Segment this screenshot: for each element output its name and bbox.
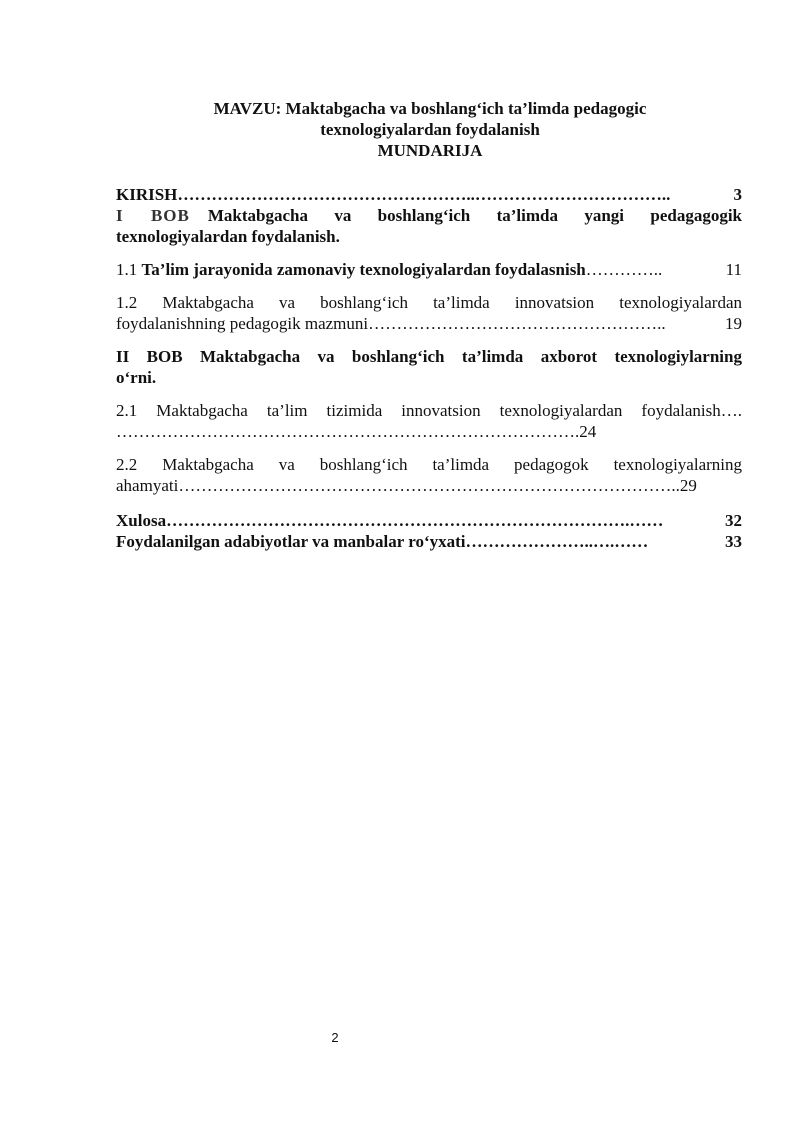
toc-1-1-page: 11 xyxy=(725,260,742,279)
toc-2-2-page: 29 xyxy=(679,476,697,495)
toc-1-2-leader: …………………………………………….. xyxy=(368,314,666,333)
toc-entry-1-2[interactable] xyxy=(116,292,742,334)
toc-1-2-page: 19 xyxy=(725,314,742,333)
toc-bob1-label: I BOB xyxy=(116,206,190,225)
toc-bob2-line2: o‘rni. xyxy=(116,368,157,387)
toc-xulosa-page: 32 xyxy=(725,511,742,530)
contents-heading: MUNDARIJA xyxy=(377,141,483,160)
toc-2-2-line2: ahamyati xyxy=(116,476,179,495)
toc-entry-references[interactable] xyxy=(116,531,742,552)
title-block xyxy=(0,98,800,161)
toc-xulosa-leader: ……………………………………………………………………….…… xyxy=(166,511,664,530)
toc-bob2-line1: II BOB Maktabgacha va boshlang‘ich ta’limda axborot texnologiylarning xyxy=(116,347,742,366)
toc-xulosa-label: Xulosa xyxy=(116,511,167,530)
toc-references-label: Foydalanilgan adabiyotlar va manbalar ro‘yxati xyxy=(116,532,466,551)
toc-kirish-label: KIRISH xyxy=(116,185,178,204)
document-title-line1: MAVZU: Maktabgacha va boshlang‘ich ta’limda pedagogic xyxy=(213,99,647,118)
toc-bob1-title-line2: texnologiyalardan foydalanish. xyxy=(116,227,340,246)
toc-1-2-line2: foydalanishning pedagogik mazmuni xyxy=(116,314,369,333)
toc-kirish-page: 3 xyxy=(733,185,742,204)
toc-entry-bob2[interactable] xyxy=(116,346,742,388)
toc-entry-bob1[interactable] xyxy=(116,205,742,247)
toc-bob1-title-line1: Maktabgacha va boshlang‘ich ta’limda yangi pedagagogik xyxy=(207,206,742,225)
toc-entry-1-1[interactable] xyxy=(116,259,742,280)
toc-2-1-line1: 2.1 Maktabgacha ta’lim tizimida innovatsion texnologiyalardan foydalanish…. xyxy=(116,401,742,420)
toc-2-2-leader: …………………………………………………………………………….. xyxy=(178,476,680,495)
page-number: 2 xyxy=(331,1030,339,1045)
toc-1-1-title: Ta’lim jarayonida zamonaviy texnologiyalardan foydalasnish xyxy=(141,260,586,279)
toc-entry-xulosa[interactable] xyxy=(116,510,742,531)
toc-1-1-number: 1.1 xyxy=(116,260,142,279)
toc-1-2-line1: 1.2 Maktabgacha va boshlang‘ich ta’limda innovatsion texnologiyalardan xyxy=(116,293,742,312)
toc-references-leader: …………………..….…… xyxy=(465,532,649,551)
toc-2-1-leader: ……………………………………………………………………… xyxy=(116,422,575,441)
toc-entry-kirish[interactable] xyxy=(116,184,742,205)
toc-kirish-leader: ……………………………………………..…………………………….. xyxy=(177,185,671,204)
toc-entry-2-2[interactable] xyxy=(116,454,742,496)
toc-1-1-leader: ………….. xyxy=(585,260,663,279)
toc-2-2-line1: 2.2 Maktabgacha va boshlang‘ich ta’limda pedagogok texnologiyalarning xyxy=(116,455,742,474)
document-title-line2: texnologiyalardan foydalanish xyxy=(320,120,540,139)
table-of-contents xyxy=(116,184,742,552)
toc-entry-2-1[interactable] xyxy=(116,400,742,442)
toc-references-page: 33 xyxy=(725,532,742,551)
toc-2-1-page: .24 xyxy=(575,422,597,441)
